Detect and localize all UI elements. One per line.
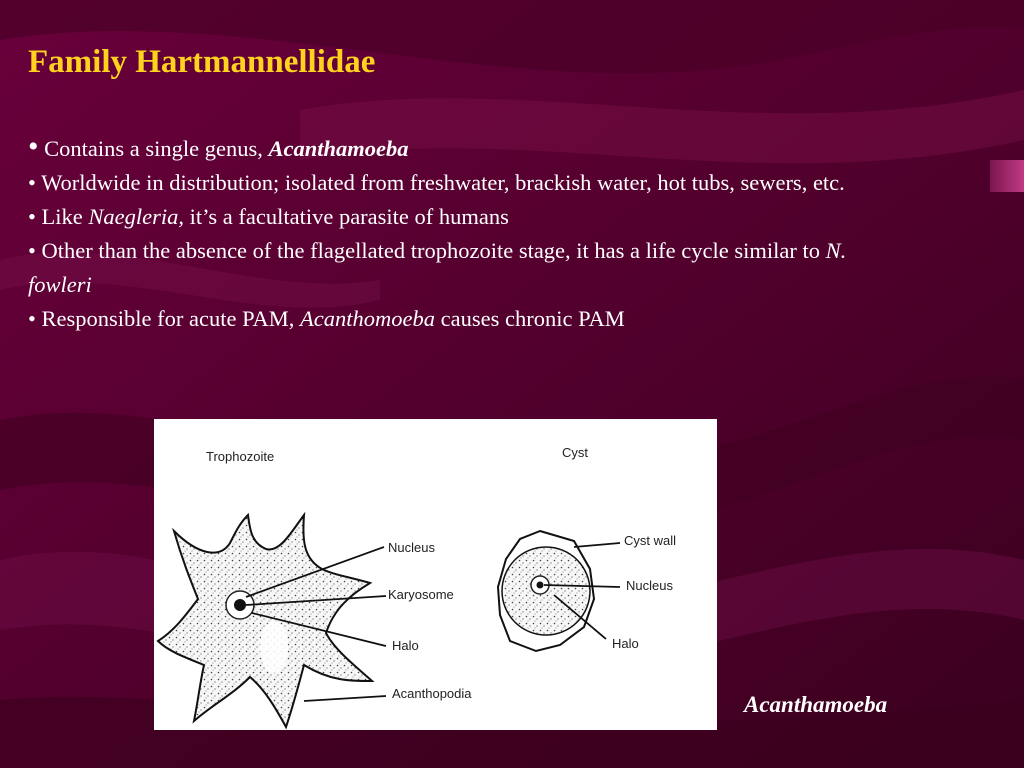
bullet-symbol: • [28,204,36,229]
trophozoite-body [158,515,372,727]
bullet-item [28,166,878,200]
diagram-drawing [154,419,717,730]
label-cyst-halo: Halo [612,636,639,651]
decorative-tab [990,160,1024,192]
label-nucleus: Nucleus [388,540,435,555]
label-cyst-wall: Cyst wall [624,533,677,548]
bullet-symbol: • [28,238,36,263]
acanthamoeba-diagram [154,419,717,730]
bullet-item [28,200,878,234]
bullet-text: Worldwide in distribution; isolated from freshwater, brackish water, hot tubs, sewers, etc. [41,170,845,195]
bullet-symbol: • [28,130,39,163]
bullet-item [28,132,878,166]
bullet-text: Other than the absence of the flagellated trophozoite stage, it has a life cycle similar to [41,238,826,263]
label-halo: Halo [392,638,419,653]
label-karyosome: Karyosome [388,587,454,602]
trophozoite-title: Trophozoite [206,449,275,464]
bullet-text: Like [41,204,89,229]
bullet-symbol: • [28,170,36,195]
cyst-title: Cyst [562,445,588,460]
bullet-item [28,234,878,302]
label-cyst-nucleus: Nucleus [626,578,673,593]
figure-caption: Acanthamoeba [744,692,888,717]
bullet-symbol: • [28,306,36,331]
bullet-list [28,132,878,336]
trophozoite-karyosome [234,599,246,611]
bullet-text: it’s a facultative parasite of humans [184,204,509,229]
bullet-italic: Acanthomoeba [300,306,436,331]
bullet-text: Responsible for acute PAM, [41,306,301,331]
label-acanthopodia: Acanthopodia [392,686,472,701]
bullet-italic: Acanthamoeba [268,136,409,161]
bullet-text: causes chronic PAM [435,306,625,331]
bullet-italic: Naegleria, [88,204,184,229]
slide-title: Family Hartmannellidae [28,44,376,80]
bullet-italic: N. fowleri [28,238,847,297]
bullet-text: Contains a single genus, [44,136,269,161]
bullet-item [28,302,878,336]
